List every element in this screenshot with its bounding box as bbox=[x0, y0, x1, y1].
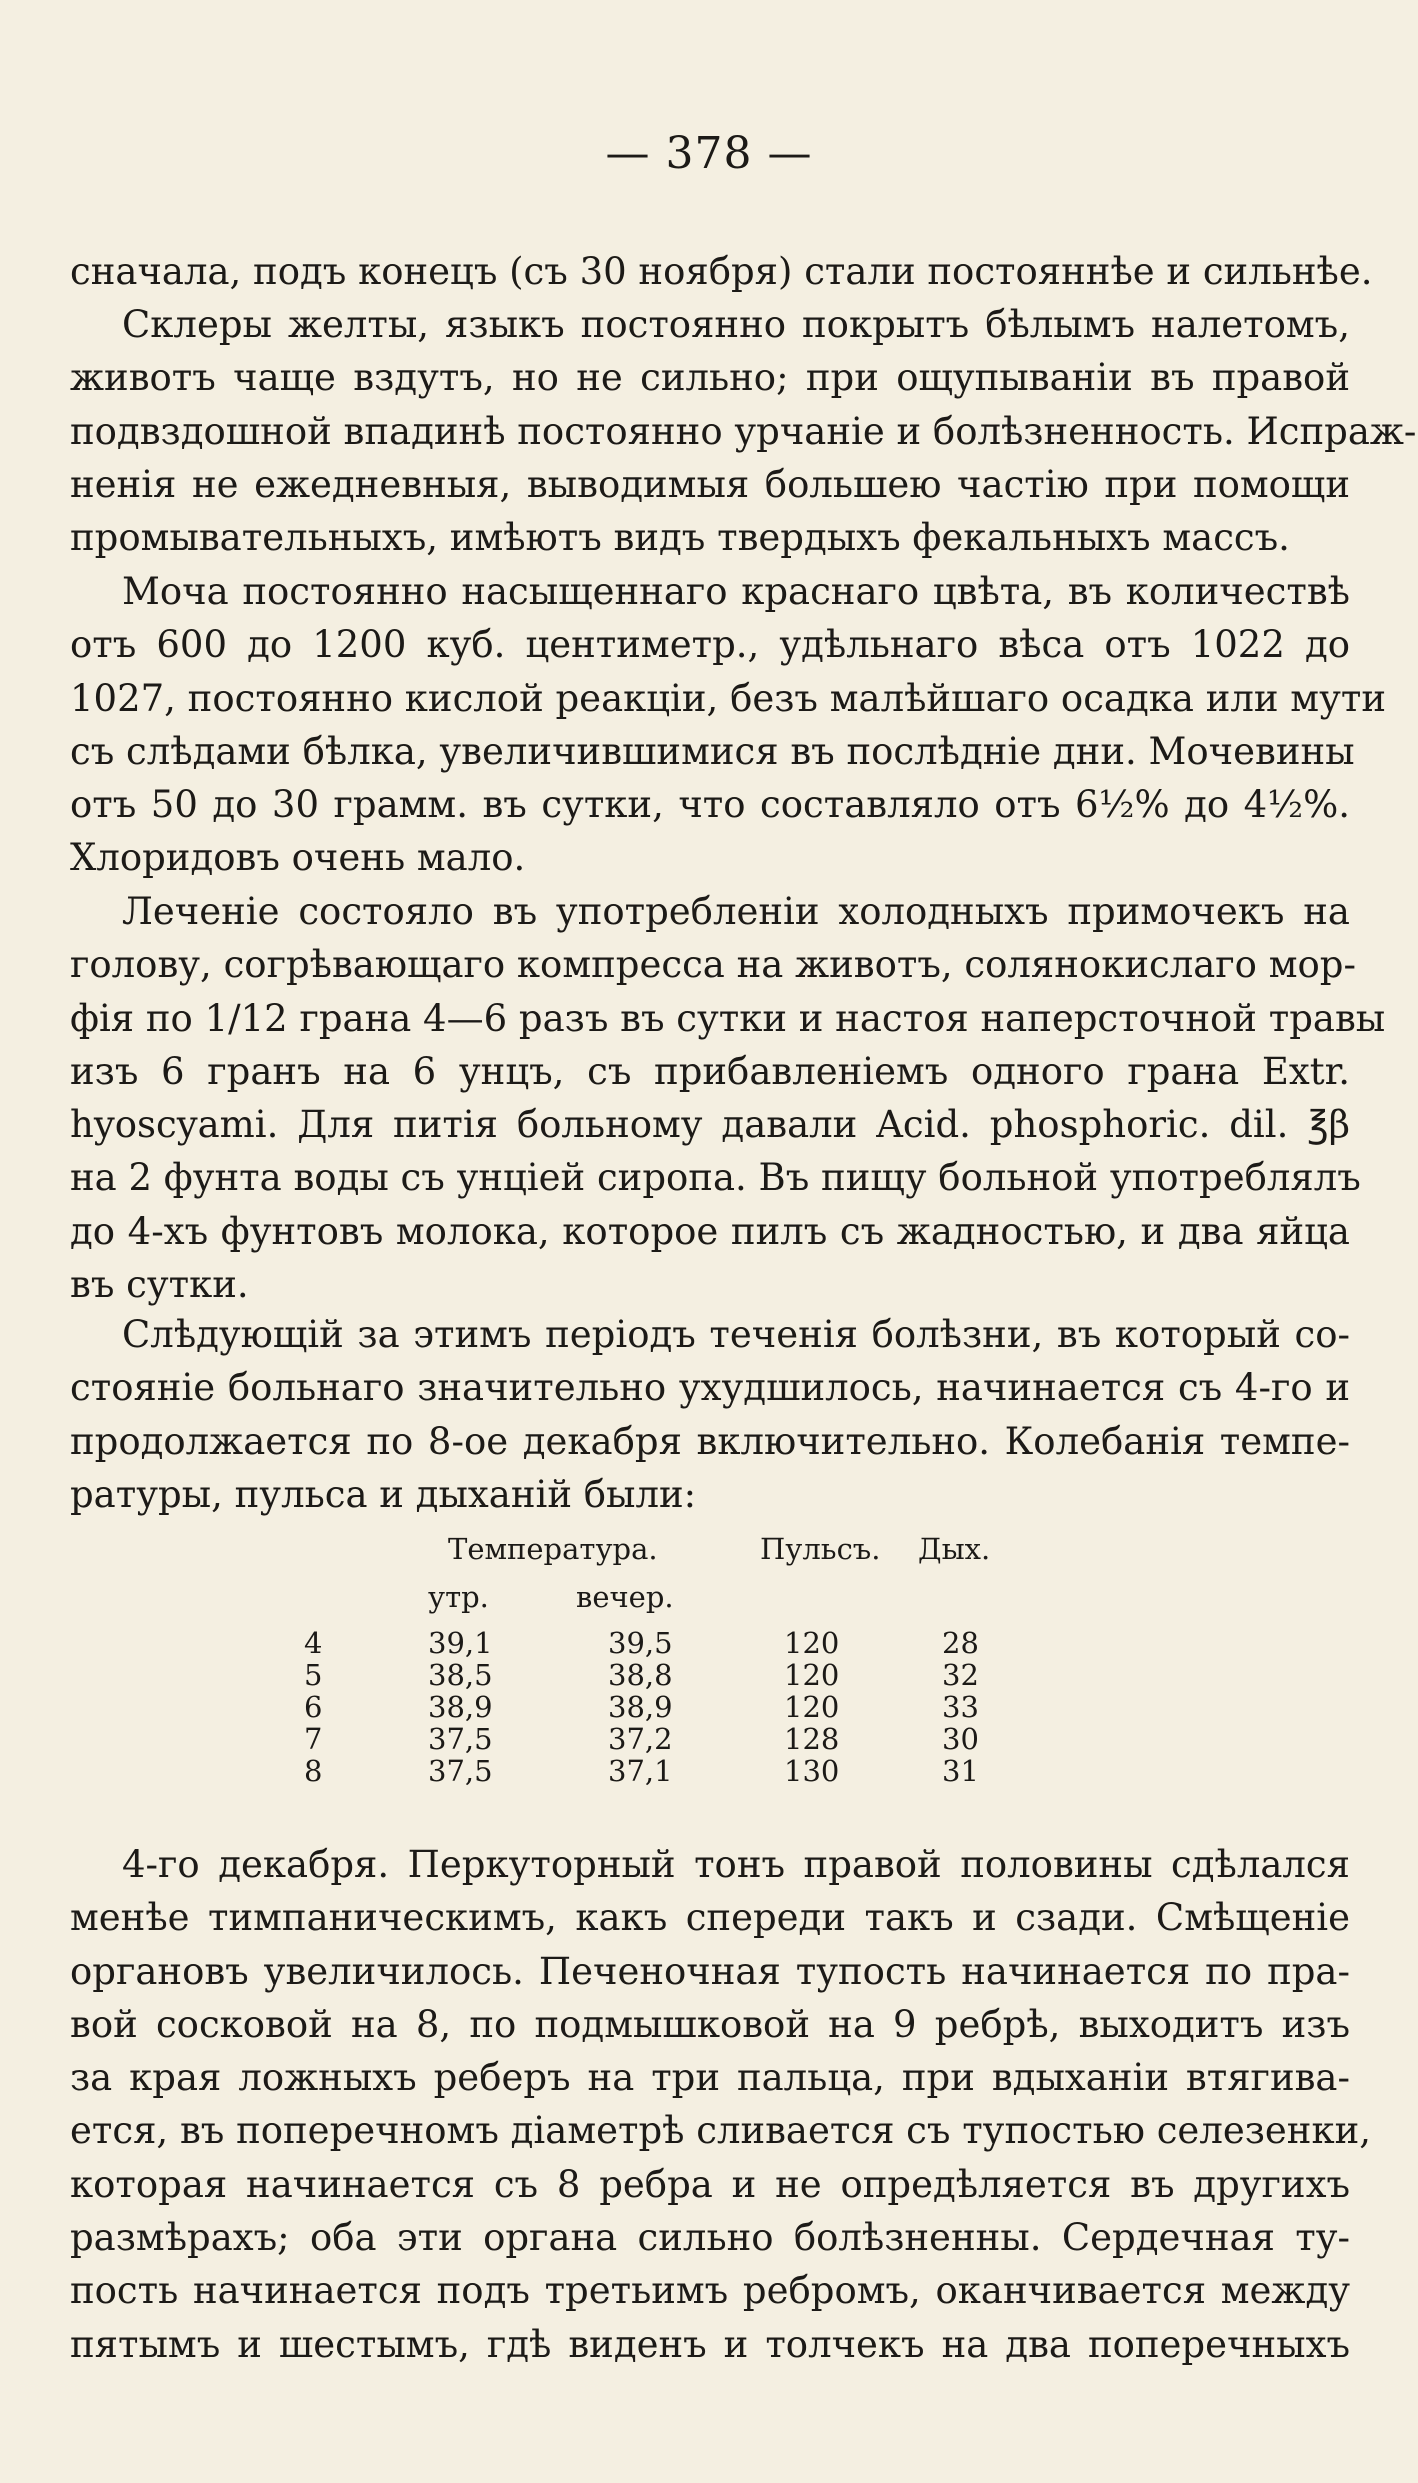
text-line: съ слѣдами бѣлка, увеличившимися въ послѣдніе дни. Мочевины bbox=[70, 729, 1355, 773]
paragraph-sclera bbox=[70, 298, 1417, 564]
paragraph-treatment bbox=[70, 885, 1386, 1311]
text-line: Леченіе состояло въ употребленіи холодныхъ примочекъ на bbox=[122, 890, 1350, 933]
text-line: hyoscyami. Для питія больному давали Acid. phosphoric. dil. ℥β bbox=[70, 1103, 1350, 1147]
text-line: ется, въ поперечномъ діаметрѣ сливается съ тупостью селезенки, bbox=[70, 2109, 1371, 2153]
text-line: стояніе больнаго значительно ухудшилось, начинается съ 4-го и bbox=[70, 1366, 1350, 1410]
table-cell-pulse: 120 bbox=[784, 1626, 840, 1660]
table-header-temperature: Температура. bbox=[448, 1532, 658, 1566]
table-cell-evening: 38,8 bbox=[608, 1658, 673, 1692]
text-line: 1027, постоянно кислой реакціи, безъ малѣйшаго осадка или мути bbox=[70, 676, 1386, 720]
text-line: промывательныхъ, имѣютъ видъ твердыхъ фекальныхъ массъ. bbox=[70, 516, 1290, 560]
paragraph-december-4 bbox=[70, 1838, 1371, 2371]
table-cell-morning: 38,9 bbox=[428, 1690, 493, 1724]
text-line: ратуры, пульса и дыханій были: bbox=[70, 1472, 697, 1516]
text-line: Хлоридовъ очень мало. bbox=[70, 836, 526, 880]
text-line: 4-го декабря. Перкуторный тонъ правой половины сдѣлался bbox=[122, 1843, 1350, 1886]
paragraph-urine bbox=[70, 565, 1386, 885]
table-header-respiration: Дых. bbox=[918, 1532, 991, 1566]
text-line: за края ложныхъ реберъ на три пальца, при вдыханіи втягива- bbox=[70, 2056, 1350, 2100]
text-line: ненія не ежедневныя, выводимыя большею частію при помощи bbox=[70, 462, 1350, 506]
table-cell-day: 5 bbox=[304, 1658, 323, 1692]
paragraph-next-period bbox=[70, 1308, 1350, 1521]
text-line: фія по 1/12 грана 4—6 разъ въ сутки и настоя наперсточной травы bbox=[70, 996, 1386, 1040]
table-cell-evening: 38,9 bbox=[608, 1690, 673, 1724]
table-cell-resp: 28 bbox=[942, 1626, 979, 1660]
table-cell-resp: 32 bbox=[942, 1658, 979, 1692]
table-cell-day: 6 bbox=[304, 1690, 323, 1724]
text-line: отъ 50 до 30 грамм. въ сутки, что составляло отъ 6½% до 4½%. bbox=[70, 783, 1350, 827]
text-line: Слѣдующій за этимъ періодъ теченія болѣзни, въ который со- bbox=[122, 1313, 1350, 1356]
table-cell-pulse: 130 bbox=[784, 1754, 840, 1788]
table-cell-morning: 38,5 bbox=[428, 1658, 493, 1692]
table-cell-morning: 37,5 bbox=[428, 1754, 493, 1788]
table-cell-pulse: 128 bbox=[784, 1722, 840, 1756]
text-line: сначала, подъ конецъ (съ 30 ноября) стали постояннѣе и сильнѣе. bbox=[70, 250, 1373, 293]
text-line: голову, согрѣвающаго компресса на животъ, солянокислаго мор- bbox=[70, 943, 1356, 987]
text-line: животъ чаще вздутъ, но не сильно; при ощупываніи въ правой bbox=[70, 356, 1350, 400]
text-line: размѣрахъ; оба эти органа сильно болѣзненны. Сердечная ту- bbox=[70, 2216, 1350, 2260]
text-line: на 2 фунта воды съ унціей сиропа. Въ пищу больной употреблялъ bbox=[70, 1156, 1361, 1200]
table-cell-resp: 33 bbox=[942, 1690, 979, 1724]
text-line: отъ 600 до 1200 куб. центиметр., удѣльнаго вѣса отъ 1022 до bbox=[70, 623, 1350, 667]
text-line: пятымъ и шестымъ, гдѣ виденъ и толчекъ на два поперечныхъ bbox=[70, 2322, 1350, 2366]
table-cell-morning: 39,1 bbox=[428, 1626, 493, 1660]
table-cell-pulse: 120 bbox=[784, 1658, 840, 1692]
text-line: Склеры желты, языкъ постоянно покрытъ бѣлымъ налетомъ, bbox=[122, 303, 1350, 346]
text-line: пость начинается подъ третьимъ ребромъ, оканчивается между bbox=[70, 2269, 1350, 2313]
table-cell-evening: 37,1 bbox=[608, 1754, 673, 1788]
table-cell-day: 8 bbox=[304, 1754, 323, 1788]
text-line: въ сутки. bbox=[70, 1263, 249, 1307]
paragraph-continuation bbox=[70, 245, 1373, 298]
text-line: вой сосковой на 8, по подмышковой на 9 ребрѣ, выходитъ изъ bbox=[70, 2002, 1350, 2046]
text-line: менѣе тимпаническимъ, какъ спереди такъ и сзади. Смѣщеніе bbox=[70, 1896, 1350, 1940]
text-line: изъ 6 гранъ на 6 унцъ, съ прибавленіемъ одного грана Extr. bbox=[70, 1049, 1350, 1093]
table-cell-evening: 39,5 bbox=[608, 1626, 673, 1660]
table-subheader-morning: утр. bbox=[428, 1580, 489, 1614]
table-cell-evening: 37,2 bbox=[608, 1722, 673, 1756]
table-cell-pulse: 120 bbox=[784, 1690, 840, 1724]
table-cell-day: 4 bbox=[304, 1626, 323, 1660]
page-number: — 378 — bbox=[605, 128, 813, 179]
table-subheader-evening: вечер. bbox=[576, 1580, 674, 1614]
table-cell-day: 7 bbox=[304, 1722, 323, 1756]
table-cell-resp: 30 bbox=[942, 1722, 979, 1756]
text-line: которая начинается съ 8 ребра и не опредѣляется въ другихъ bbox=[70, 2162, 1350, 2206]
text-line: Моча постоянно насыщеннаго краснаго цвѣта, въ количествѣ bbox=[122, 570, 1350, 613]
table-cell-resp: 31 bbox=[942, 1754, 979, 1788]
text-line: подвздошной впадинѣ постоянно урчаніе и болѣзненность. Испраж- bbox=[70, 409, 1417, 453]
table-header-pulse: Пульсъ. bbox=[760, 1532, 881, 1566]
table-cell-morning: 37,5 bbox=[428, 1722, 493, 1756]
text-line: органовъ увеличилось. Печеночная тупость начинается по пра- bbox=[70, 1949, 1350, 1993]
text-line: до 4-хъ фунтовъ молока, которое пилъ съ жадностью, и два яйца bbox=[70, 1209, 1350, 1253]
text-line: продолжается по 8-ое декабря включительно. Колебанія темпе- bbox=[70, 1419, 1350, 1463]
